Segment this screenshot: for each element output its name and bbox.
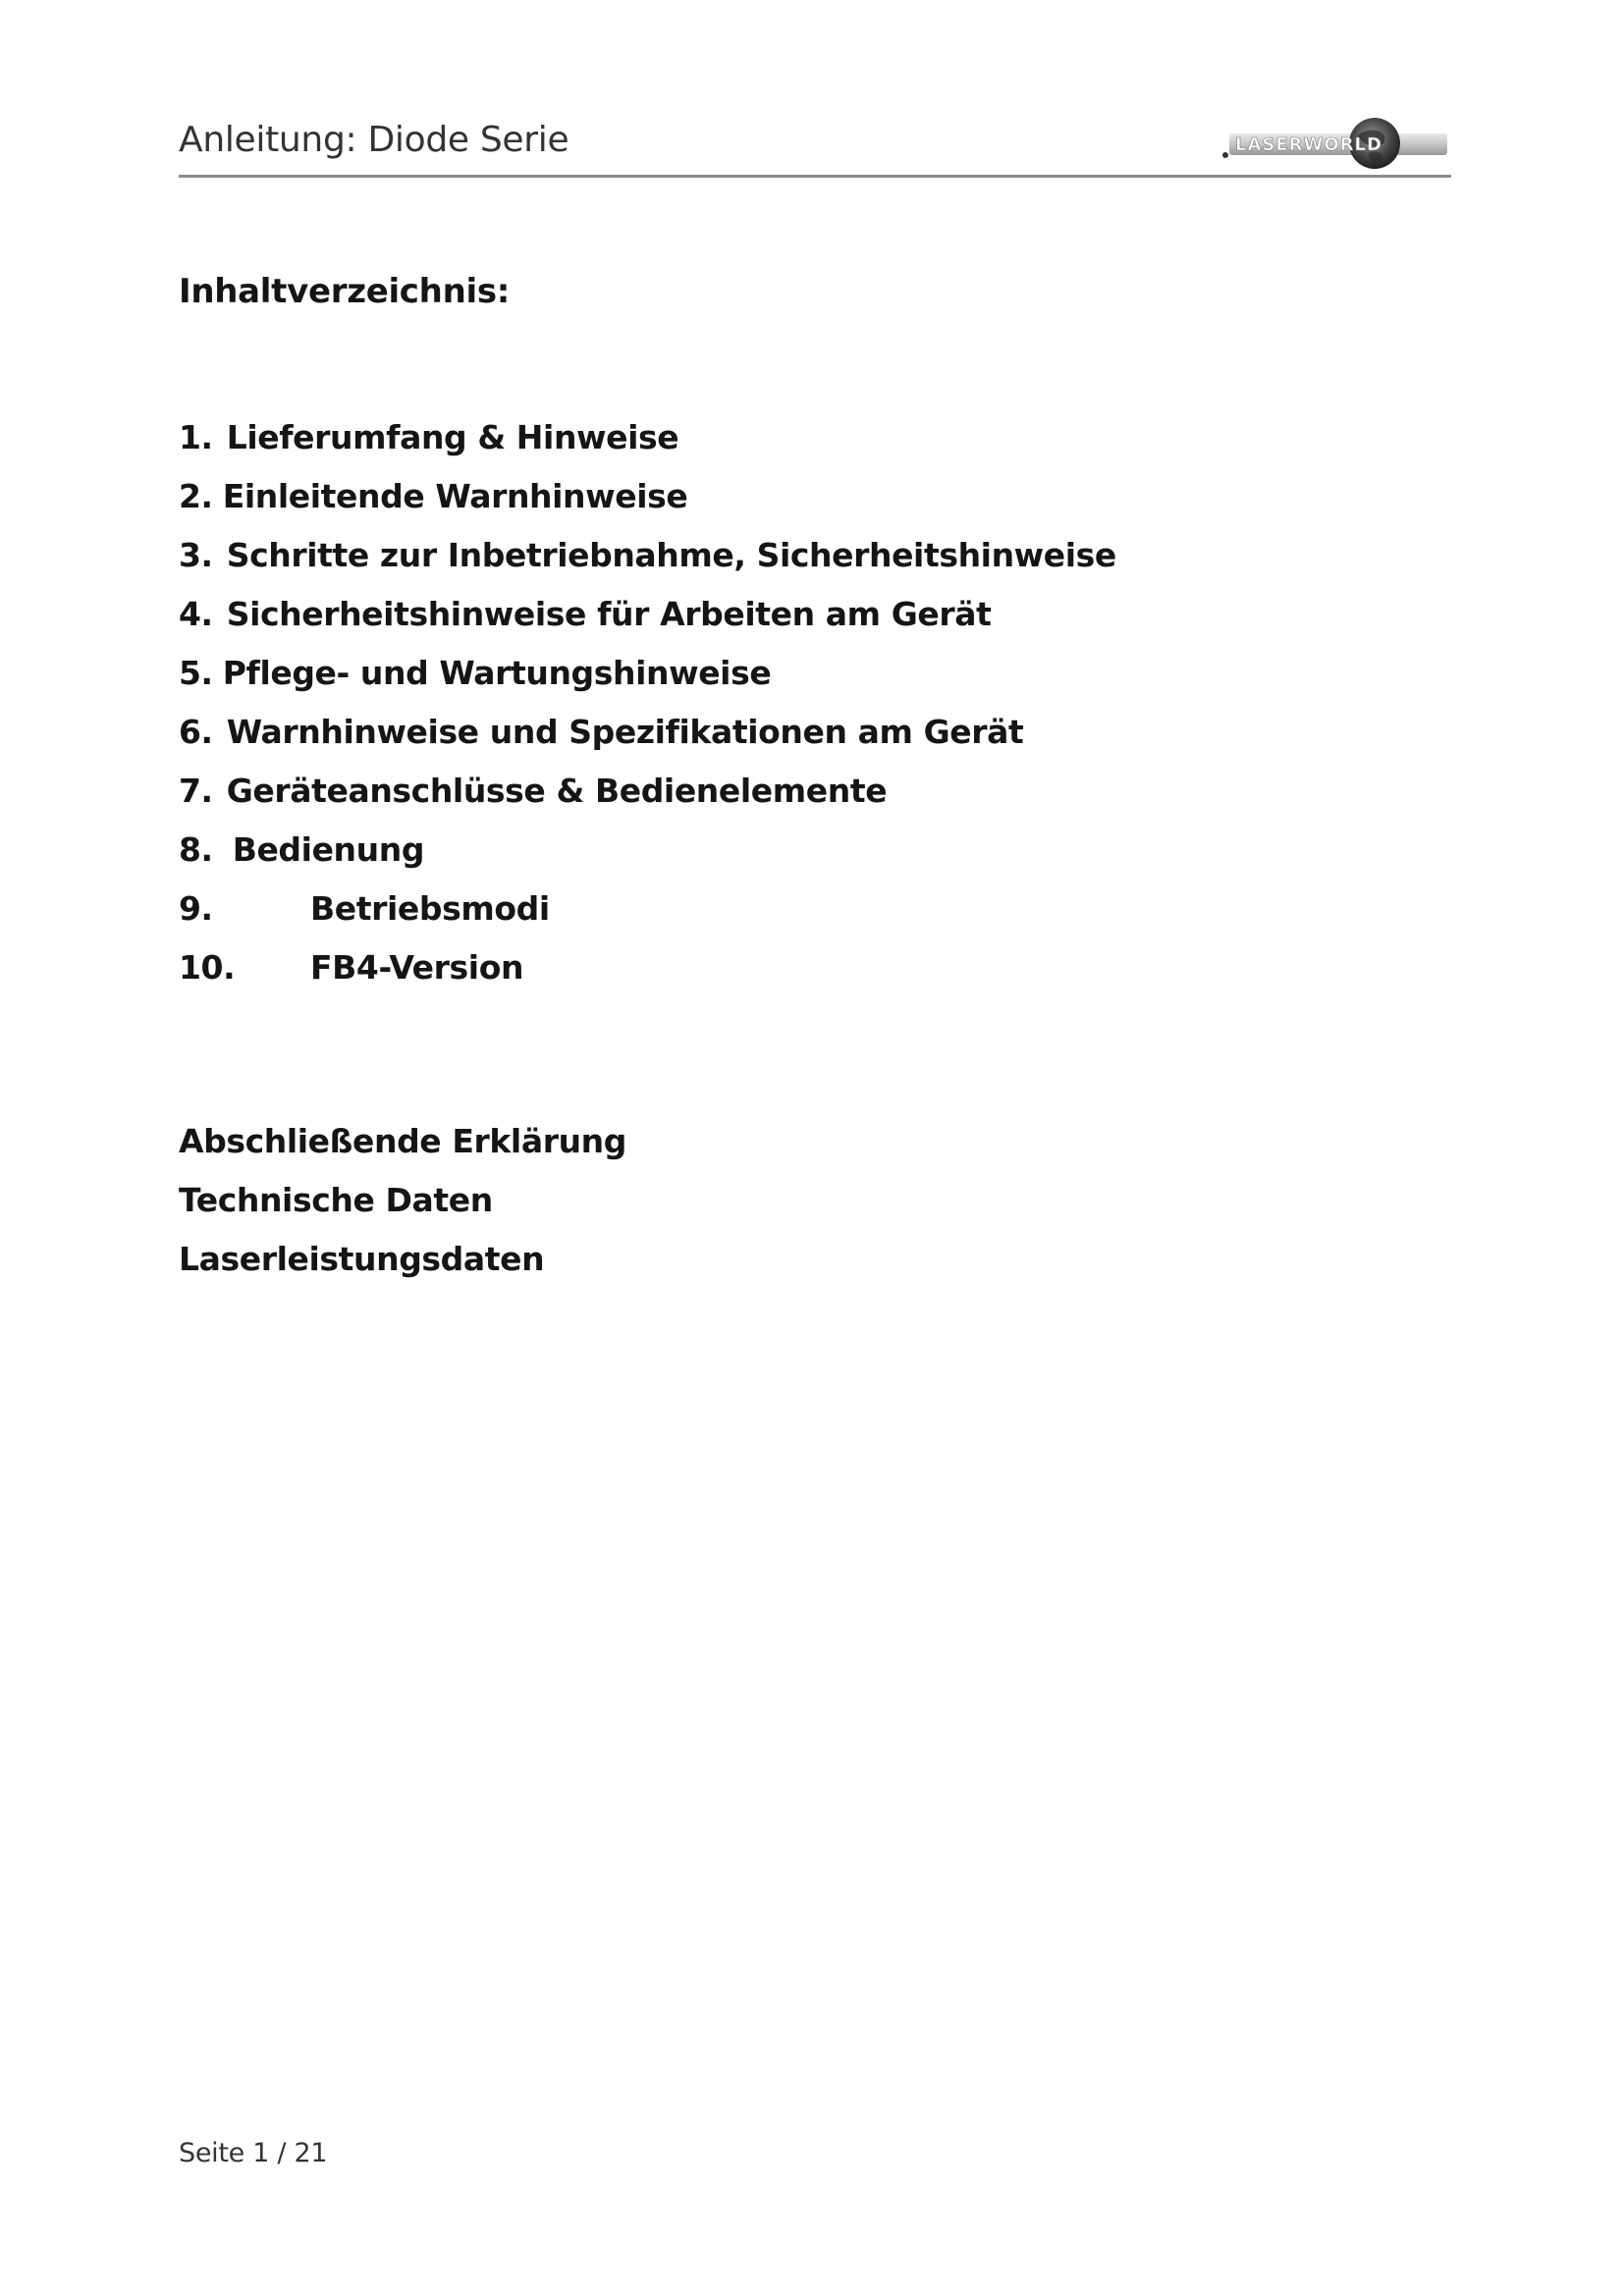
toc-label: Lieferumfang & Hinweise (226, 418, 679, 456)
toc-extras (179, 1122, 626, 1299)
header-divider (179, 175, 1451, 178)
toc-item-3[interactable] (179, 536, 1116, 595)
toc-label: Pflege- und Wartungshinweise (222, 654, 772, 692)
header-title: Anleitung: Diode Serie (179, 120, 569, 160)
toc-number: 1. (179, 418, 213, 456)
page-header (179, 116, 1451, 177)
toc-number: 3. (179, 536, 213, 574)
logo-text: LASERWORLD (1235, 134, 1382, 155)
toc-number: 8. (179, 830, 213, 869)
toc-label: Geräteanschlüsse & Bedienelemente (226, 772, 888, 810)
toc-number: 4. (179, 595, 213, 633)
toc-item-8[interactable] (179, 830, 1116, 889)
toc-number: 5. (179, 654, 213, 692)
toc-label: Sicherheitshinweise für Arbeiten am Gerät (226, 595, 992, 633)
toc-number: 6. (179, 713, 213, 751)
toc-item-5[interactable] (179, 654, 1116, 713)
toc-extra-closing-statement[interactable]: Abschließende Erklärung (179, 1122, 626, 1160)
toc-item-9[interactable] (179, 889, 1116, 948)
toc-number: 2. (179, 477, 213, 515)
toc-item-7[interactable] (179, 772, 1116, 830)
toc-label: Betriebsmodi (310, 889, 550, 928)
toc-item-6[interactable] (179, 713, 1116, 772)
toc-number: 7. (179, 772, 213, 810)
toc-label: FB4-Version (310, 948, 524, 987)
toc-item-10[interactable] (179, 948, 1116, 1007)
toc-item-2[interactable] (179, 477, 1116, 536)
toc-number: 10. (179, 948, 236, 987)
page-number: Seite 1 / 21 (179, 2138, 328, 2168)
toc-item-4[interactable] (179, 595, 1116, 654)
toc-label: Schritte zur Inbetriebnahme, Sicherheitshinweise (226, 536, 1116, 574)
toc-heading: Inhaltverzeichnis: (179, 272, 511, 311)
toc-extra-technical-data[interactable]: Technische Daten (179, 1181, 493, 1219)
toc-item-1[interactable] (179, 418, 1116, 477)
toc-label: Einleitende Warnhinweise (222, 477, 688, 515)
toc-number: 9. (179, 889, 213, 928)
laserworld-logo (1216, 116, 1451, 171)
toc-extra-laser-power-data[interactable]: Laserleistungsdaten (179, 1240, 545, 1278)
toc-label: Warnhinweise und Spezifikationen am Gerät (226, 713, 1024, 751)
toc-label: Bedienung (232, 830, 425, 869)
toc-list (179, 418, 1116, 1007)
